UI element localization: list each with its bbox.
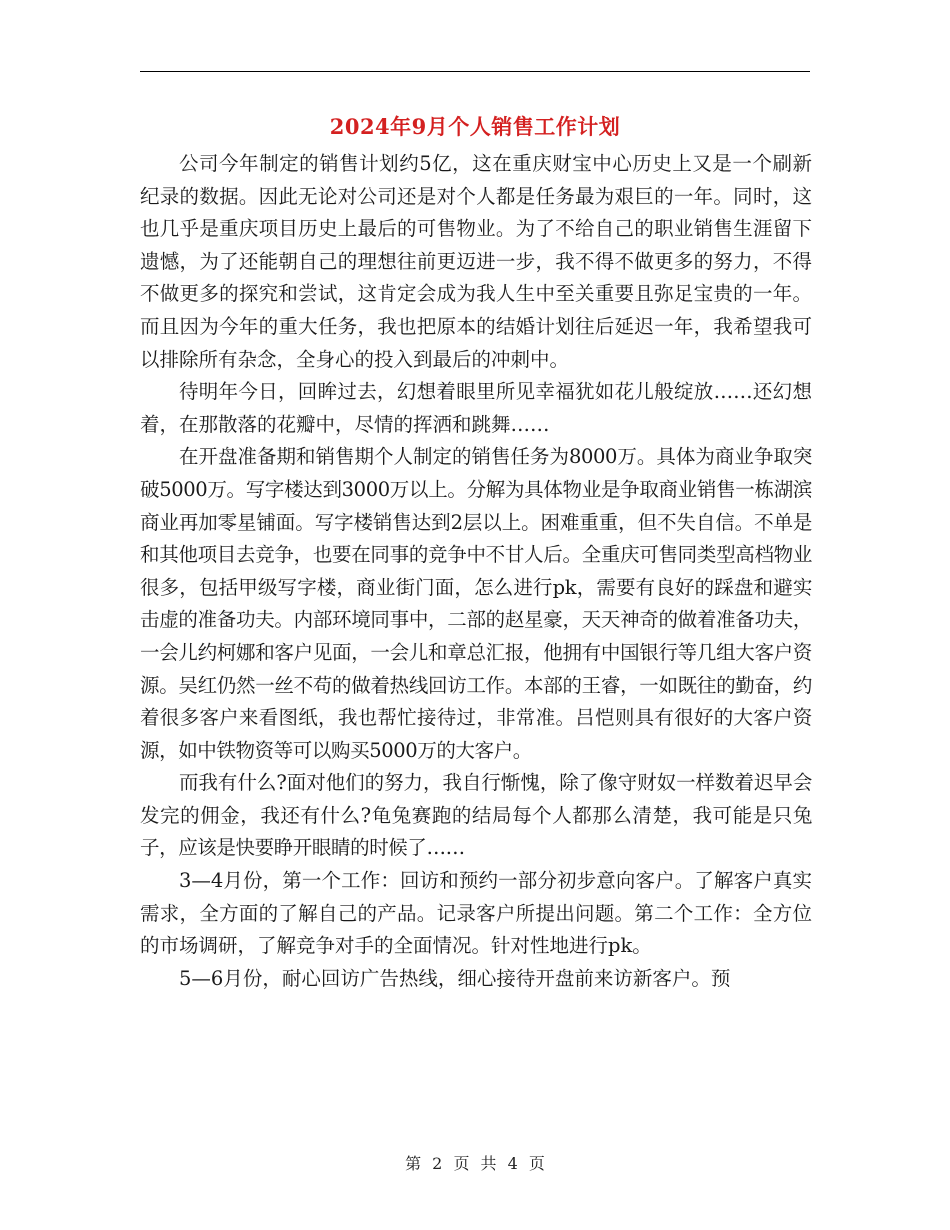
document-title: 2024年9月个人销售工作计划 xyxy=(329,114,621,139)
paragraph-may-june-plan: 5—6月份，耐心回访广告热线，细心接待开盘前来访新客户。预 xyxy=(179,966,731,990)
paragraph-sales-targets: 在开盘准备期和销售期个人制定的销售任务为8000万。具体为商业争取突破5000万。写字楼达到3000万以上。分解为具体物业是争取商业销售一栋湖滨商业再加零星铺面。写字楼销售达到2层以上。困难重重，但不失自信。不单是和其他项目去竞争，也要在同事的竞争中不甘人后。全重庆可售同类型高档物业很多，包括甲级写字楼，商业街门面，怎么进行pk，需要有良好的踩盘和避实击虚的准备功夫。内部环境同事中，二部的赵星豪，天天神奇的做着准备功夫，一会儿约柯娜和客户见面，一会儿和章总汇报，他拥有中国银行等几组大客户资源。吴红仍然一丝不苟的做着热线回访工作。本部的王睿，一如既往的勤奋，约着很多客户来看图纸，我也帮忙接待过，非常准。吕恺则具有很好的大客户资源，如中铁物资等可以购买5000万的大客户。 xyxy=(140,445,812,762)
header-rule xyxy=(140,71,810,72)
document-body xyxy=(140,148,812,995)
paragraph-self-reflection: 而我有什么?面对他们的努力，我自行惭愧，除了像守财奴一样数着迟早会发完的佣金，我还有什么?龟兔赛跑的结局每个人都那么清楚，我可能是只兔子，应该是快要睁开眼睛的时候了…… xyxy=(140,771,812,860)
paragraph-march-april-plan: 3—4月份，第一个工作：回访和预约一部分初步意向客户。了解客户真实需求，全方面的了解自己的产品。记录客户所提出问题。第二个工作：全方位的市场调研，了解竞争对手的全面情况。针对性地进行pk。 xyxy=(140,869,812,958)
paragraph-sales-plan-intro: 公司今年制定的销售计划约5亿，这在重庆财宝中心历史上又是一个刷新纪录的数据。因此无论对公司还是对个人都是任务最为艰巨的一年。同时，这也几乎是重庆项目历史上最后的可售物业。为了不给自己的职业销售生涯留下遗憾，为了还能朝自己的理想往前更迈进一步，我不得不做更多的努力，不得不做更多的探究和尝试，这肯定会成为我人生中至关重要且弥足宝贵的一年。而且因为今年的重大任务，我也把原本的结婚计划往后延迟一年，我希望我可以排除所有杂念，全身心的投入到最后的冲刺中。 xyxy=(140,152,812,371)
paragraph-future-vision: 待明年今日，回眸过去，幻想着眼里所见幸福犹如花儿般绽放……还幻想着，在那散落的花瓣中，尽情的挥洒和跳舞…… xyxy=(140,380,812,436)
page-number: 第 2 页 共 4 页 xyxy=(405,1154,545,1173)
